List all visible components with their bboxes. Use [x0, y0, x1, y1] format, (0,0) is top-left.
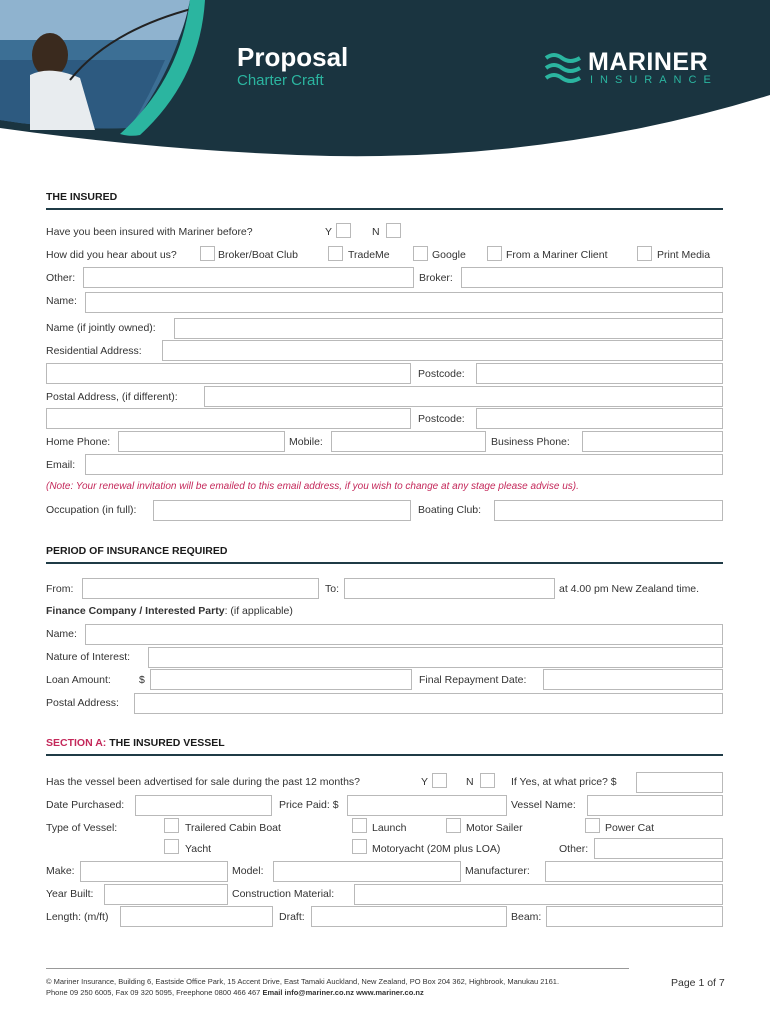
label-insured-before: Have you been insured with Mariner before? [46, 226, 253, 238]
name-joint-field[interactable] [174, 318, 723, 339]
section-rule [46, 562, 723, 564]
logo-name: MARINER [588, 48, 709, 76]
occupation-field[interactable] [153, 500, 411, 521]
footer-phone-line [46, 987, 559, 998]
label-manufacturer: Manufacturer: [465, 865, 530, 877]
label-nz-time: at 4.00 pm New Zealand time. [559, 583, 700, 595]
length-field[interactable] [120, 906, 273, 927]
name-field[interactable] [85, 292, 723, 313]
wave-logo-icon [544, 52, 582, 86]
footer-phone: Phone 09 250 6005, Fax 09 320 5095, Freephone 0800 466 467 [46, 988, 261, 997]
label-motor-sailer: Motor Sailer [466, 822, 523, 834]
label-nature-interest: Nature of Interest: [46, 651, 131, 663]
label-other-type: Other: [559, 843, 589, 855]
label-name-joint: Name (if jointly owned): [46, 322, 156, 334]
nature-interest-field[interactable] [148, 647, 723, 668]
label-yacht: Yacht [185, 843, 212, 855]
label-construction: Construction Material: [232, 888, 335, 900]
label-mariner-client: From a Mariner Client [506, 249, 608, 261]
label-price-question: If Yes, at what price? $ [511, 776, 617, 788]
section-heading-vessel [46, 737, 225, 749]
mobile-field[interactable] [331, 431, 486, 452]
document-title: Proposal [237, 42, 349, 72]
finance-heading [46, 605, 293, 618]
checkbox-advertised-yes[interactable] [432, 773, 447, 788]
label-vessel-name: Vessel Name: [511, 799, 576, 811]
label-final-repayment: Final Repayment Date: [419, 674, 527, 686]
finance-bold-label: Finance Company / Interested Party [46, 605, 225, 617]
checkbox-trademe[interactable] [328, 246, 343, 261]
label-postcode: Postcode: [418, 368, 465, 380]
to-date-field[interactable] [344, 578, 555, 599]
footer-rule [46, 968, 629, 969]
checkbox-insured-yes[interactable] [336, 223, 351, 238]
label-to: To: [325, 583, 340, 595]
broker-field[interactable] [461, 267, 723, 288]
label-launch: Launch [372, 822, 407, 834]
loan-amount-field[interactable] [150, 669, 412, 690]
label-advertised: Has the vessel been advertised for sale during the past 12 months? [46, 776, 361, 788]
checkbox-power-cat[interactable] [585, 818, 600, 833]
label-broker-club: Broker/Boat Club [218, 249, 298, 261]
section-heading-insured: THE INSURED [46, 191, 118, 203]
label-beam: Beam: [511, 911, 542, 923]
section-rule [46, 208, 723, 210]
label-from: From: [46, 583, 74, 595]
label-email: Email: [46, 459, 76, 471]
label-date-purchased: Date Purchased: [46, 799, 125, 811]
label-no: N [372, 226, 380, 238]
checkbox-google[interactable] [413, 246, 428, 261]
document-subtitle: Charter Craft [237, 72, 324, 89]
footer-web: www.mariner.co.nz [356, 988, 424, 997]
label-print-media: Print Media [657, 249, 711, 261]
finance-name-field[interactable] [85, 624, 723, 645]
boating-club-field[interactable] [494, 500, 723, 521]
footer-address: © Mariner Insurance, Building 6, Eastside Office Park, 15 Accent Drive, East Tamaki Auckland, New Zealand, PO Box 204 362, Highbrook, Manukau 2161. [46, 977, 560, 986]
vessel-name-field[interactable] [587, 795, 723, 816]
section-rule [46, 754, 723, 756]
label-broker: Broker: [419, 272, 453, 284]
section-a-title: THE INSURED VESSEL [106, 737, 225, 749]
checkbox-yacht[interactable] [164, 839, 179, 854]
label-dollar: $ [139, 674, 145, 686]
label-occupation: Occupation (in full): [46, 504, 137, 516]
label-name: Name: [46, 295, 77, 307]
finance-postal-field[interactable] [134, 693, 723, 714]
label-boating-club: Boating Club: [418, 504, 482, 516]
label-other: Other: [46, 272, 76, 284]
label-price-paid: Price Paid: $ [279, 799, 339, 811]
label-make: Make: [46, 865, 75, 877]
checkbox-launch[interactable] [352, 818, 367, 833]
year-built-field[interactable] [104, 884, 228, 905]
label-yes: Y [325, 226, 333, 238]
date-purchased-field[interactable] [135, 795, 272, 816]
label-motoryacht: Motoryacht (20M plus LOA) [372, 843, 501, 855]
residential-address-field[interactable] [162, 340, 723, 361]
section-heading-period: PERIOD OF INSURANCE REQUIRED [46, 545, 228, 557]
label-postcode-2: Postcode: [418, 413, 465, 425]
footer-contact [46, 976, 559, 998]
checkbox-advertised-no[interactable] [480, 773, 495, 788]
postcode-field[interactable] [476, 363, 723, 384]
label-google: Google [432, 249, 466, 261]
label-model: Model: [232, 865, 264, 877]
draft-field[interactable] [311, 906, 507, 927]
section-a-label: SECTION A: [46, 737, 107, 749]
email-field[interactable] [85, 454, 723, 475]
label-length: Length: (m/ft) [46, 911, 109, 923]
checkbox-trailered[interactable] [164, 818, 179, 833]
label-finance-name: Name: [46, 628, 77, 640]
page-number: Page 1 of 7 [671, 977, 725, 989]
header-banner [0, 0, 770, 160]
label-trailered: Trailered Cabin Boat [185, 822, 281, 834]
business-phone-field[interactable] [582, 431, 723, 452]
checkbox-motor-sailer[interactable] [446, 818, 461, 833]
checkbox-motoryacht[interactable] [352, 839, 367, 854]
label-business-phone: Business Phone: [491, 436, 570, 448]
logo-subtitle: INSURANCE [590, 74, 718, 86]
postal-address-field[interactable] [204, 386, 723, 407]
advertised-price-field[interactable] [636, 772, 723, 793]
other-field[interactable] [83, 267, 414, 288]
manufacturer-field[interactable] [545, 861, 723, 882]
postal-address-line2[interactable] [46, 408, 411, 429]
label-type-vessel: Type of Vessel: [46, 822, 118, 834]
checkbox-insured-no[interactable] [386, 223, 401, 238]
construction-field[interactable] [354, 884, 723, 905]
label-draft: Draft: [279, 911, 305, 923]
label-postal: Postal Address, (if different): [46, 391, 178, 403]
label-year-built: Year Built: [46, 888, 94, 900]
label-power-cat: Power Cat [605, 822, 655, 834]
finance-applicable-label: : (if applicable) [224, 605, 293, 617]
email-note: (Note: Your renewal invitation will be emailed to this email address, if you wish to change at any stage please advise us). [46, 481, 579, 492]
label-residential: Residential Address: [46, 345, 142, 357]
label-trademe: TradeMe [348, 249, 390, 261]
label-home-phone: Home Phone: [46, 436, 111, 448]
label-adv-no: N [466, 776, 474, 788]
beam-field[interactable] [546, 906, 723, 927]
label-hear-about: How did you hear about us? [46, 249, 177, 261]
postcode-2-field[interactable] [476, 408, 723, 429]
model-field[interactable] [273, 861, 461, 882]
footer-email: Email info@mariner.co.nz [262, 988, 354, 997]
residential-address-line2[interactable] [46, 363, 411, 384]
from-date-field[interactable] [82, 578, 319, 599]
checkbox-broker-club[interactable] [200, 246, 215, 261]
home-phone-field[interactable] [118, 431, 285, 452]
final-repayment-field[interactable] [543, 669, 723, 690]
label-mobile: Mobile: [289, 436, 323, 448]
label-finance-postal: Postal Address: [46, 697, 119, 709]
other-type-field[interactable] [594, 838, 723, 859]
mariner-logo [544, 50, 726, 90]
checkbox-print-media[interactable] [637, 246, 652, 261]
make-field[interactable] [80, 861, 228, 882]
label-adv-yes: Y [421, 776, 429, 788]
checkbox-mariner-client[interactable] [487, 246, 502, 261]
price-paid-field[interactable] [347, 795, 507, 816]
label-loan-amount: Loan Amount: [46, 674, 111, 686]
